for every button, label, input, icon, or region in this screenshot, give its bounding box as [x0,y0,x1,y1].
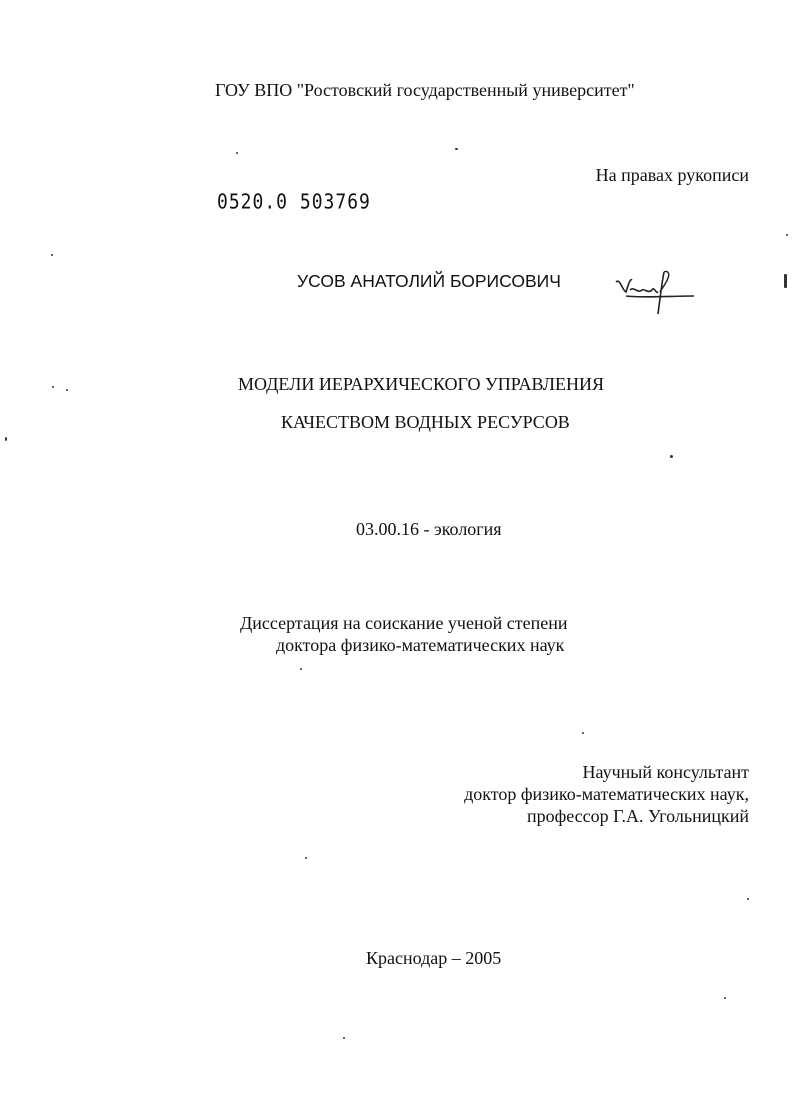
scan-speck [5,437,7,441]
city-year: Краснодар – 2005 [366,948,502,968]
scan-speck [343,1037,345,1039]
scan-speck [670,455,673,458]
scan-speck [784,274,787,288]
scan-speck [455,148,458,150]
scan-speck [582,732,584,734]
scan-speck [236,152,238,154]
scan-speck [66,389,68,391]
scan-speck [51,254,53,256]
scan-speck [747,898,749,900]
title-line-1: МОДЕЛИ ИЕРАРХИЧЕСКОГО УПРАВЛЕНИЯ [238,374,604,394]
consultant-name: профессор Г.А. Угольницкий [526,806,749,826]
scan-speck [305,857,307,859]
author-name: УСОВ АНАТОЛИЙ БОРИСОВИЧ [297,271,561,291]
university-name: ГОУ ВПО "Ростовский государственный университет" [215,80,635,100]
consultant-degree: доктор физико-математических наук, [464,784,749,804]
scan-speck [300,668,302,670]
scan-speck [724,997,726,999]
scan-speck [786,234,788,236]
scan-speck [52,386,54,388]
rights-note: На правах рукописи [595,165,749,185]
archive-code: 0520.0 503769 [217,190,371,215]
dissertation-line-1: Диссертация на соискание ученой степени [240,613,568,633]
consultant-label: Научный консультант [582,762,749,782]
title-line-2: КАЧЕСТВОМ ВОДНЫХ РЕСУРСОВ [281,412,570,432]
specialty-code: 03.00.16 - экология [356,519,502,539]
dissertation-line-2: доктора физико-математических наук [276,635,565,655]
author-signature [612,268,698,320]
